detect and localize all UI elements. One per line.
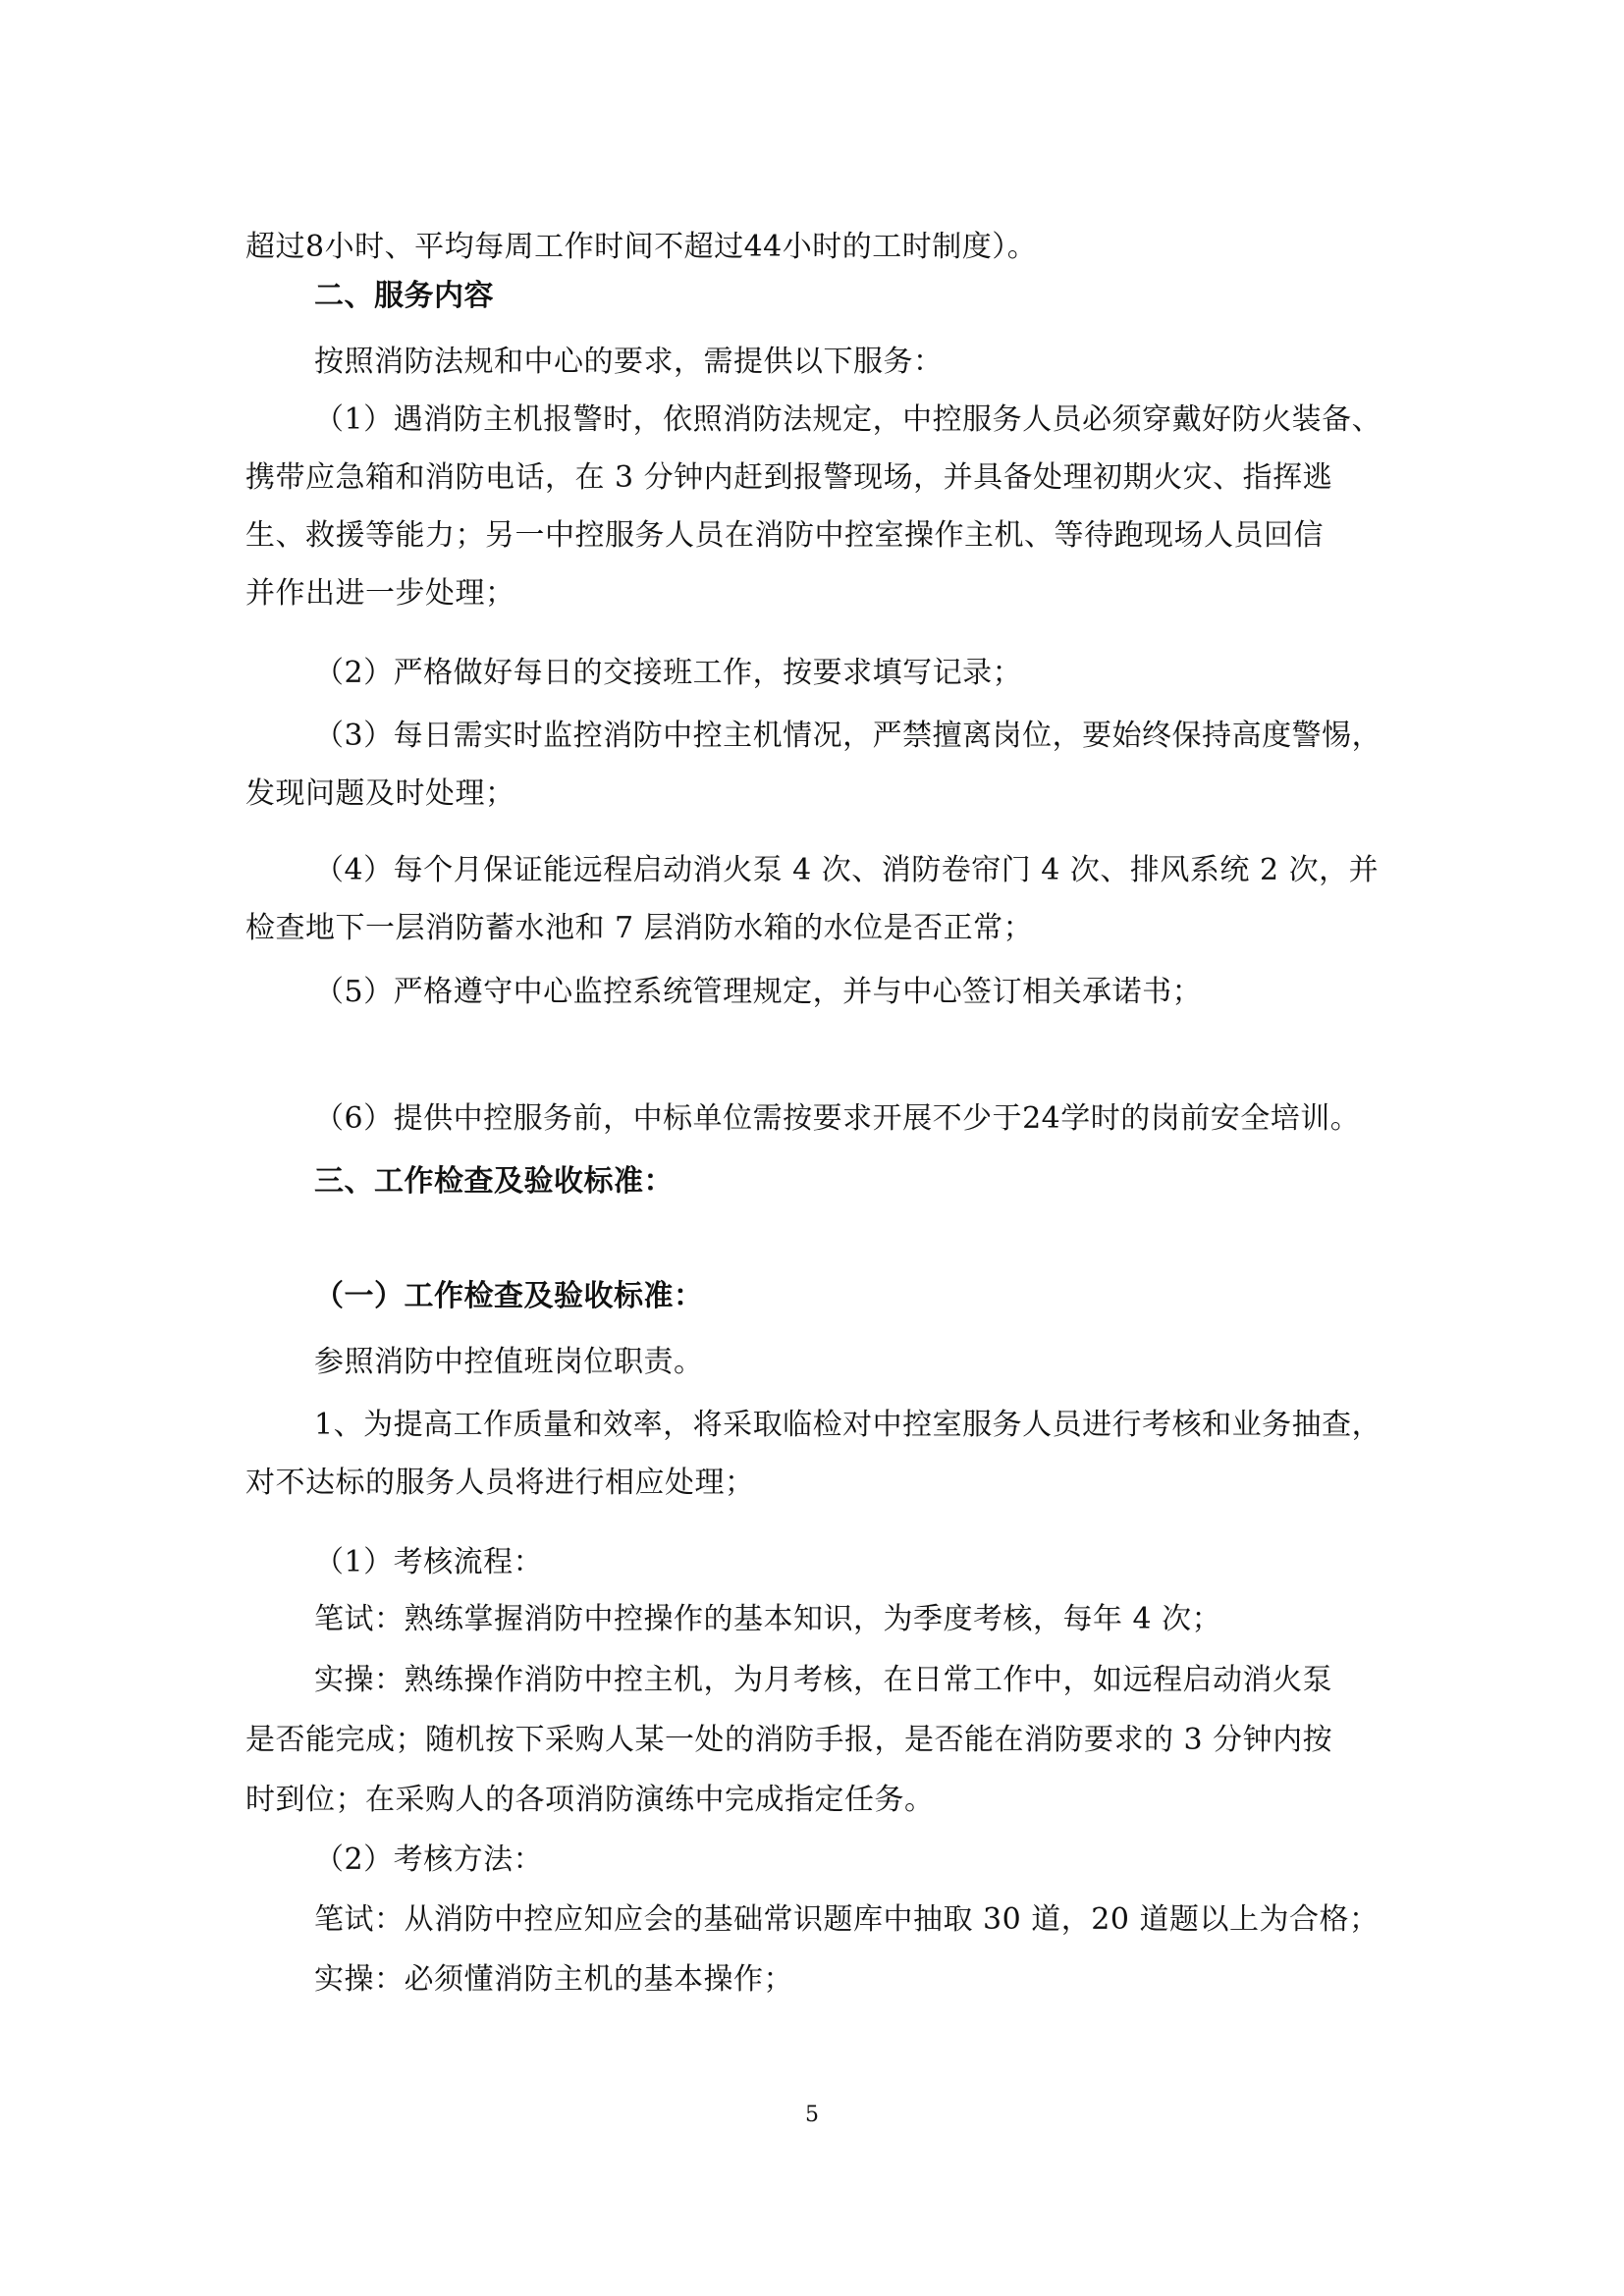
text-line: 笔试：从消防中控应知应会的基础常识题库中抽取 30 道，20 道题以上为合格； — [314, 1902, 1380, 1937]
list-item: （1）遇消防主机报警时，依照消防法规定，中控服务人员必须穿戴好防火装备、 — [314, 402, 1382, 437]
section-heading: 二、服务内容 — [314, 279, 494, 313]
list-item: （6）提供中控服务前，中标单位需按要求开展不少于24学时的岗前安全培训。 — [314, 1101, 1361, 1136]
text-line: 携带应急箱和消防电话，在 3 分钟内赶到报警现场，并具备处理初期火灾、指挥逃 — [245, 460, 1333, 495]
text-line: 并作出进一步处理； — [245, 576, 515, 611]
text-line: 按照消防法规和中心的要求，需提供以下服务： — [314, 345, 944, 379]
text-line: 实操：熟练操作消防中控主机，为月考核，在日常工作中，如远程启动消火泵 — [314, 1663, 1332, 1697]
list-item: 1、为提高工作质量和效率，将采取临检对中控室服务人员进行考核和业务抽查， — [314, 1408, 1382, 1442]
list-item: （3）每日需实时监控消防中控主机情况，严禁擅离岗位，要始终保持高度警惕， — [314, 719, 1382, 753]
text-line: 对不达标的服务人员将进行相应处理； — [245, 1466, 755, 1500]
text-line: 发现问题及时处理； — [245, 776, 515, 811]
subsection-heading: （一）工作检查及验收标准： — [314, 1279, 704, 1313]
text-line: 参照消防中控值班岗位职责。 — [314, 1345, 704, 1379]
text-line: 超过8小时、平均每周工作时间不超过44小时的工时制度）。 — [245, 230, 1038, 264]
text-line: 笔试：熟练掌握消防中控操作的基本知识，为季度考核，每年 4 次； — [314, 1602, 1222, 1636]
text-line: 检查地下一层消防蓄水池和 7 层消防水箱的水位是否正常； — [245, 911, 1034, 945]
list-item: （2）考核方法： — [314, 1842, 544, 1877]
text-line: 时到位；在采购人的各项消防演练中完成指定任务。 — [245, 1783, 935, 1817]
text-line: 实操：必须懂消防主机的基本操作； — [314, 1962, 793, 1997]
list-item: （5）严格遵守中心监控系统管理规定，并与中心签订相关承诺书； — [314, 975, 1203, 1009]
list-item: （4）每个月保证能远程启动消火泵 4 次、消防卷帘门 4 次、排风系统 2 次，并 — [314, 853, 1380, 887]
text-line: 生、救援等能力；另一中控服务人员在消防中控室操作主机、等待跑现场人员回信 — [245, 518, 1324, 553]
section-heading: 三、工作检查及验收标准： — [314, 1164, 674, 1199]
list-item: （2）严格做好每日的交接班工作，按要求填写记录； — [314, 656, 1023, 690]
text-line: 是否能完成；随机按下采购人某一处的消防手报，是否能在消防要求的 3 分钟内按 — [245, 1723, 1333, 1757]
page-number: 5 — [805, 2103, 819, 2127]
list-item: （1）考核流程： — [314, 1545, 544, 1579]
